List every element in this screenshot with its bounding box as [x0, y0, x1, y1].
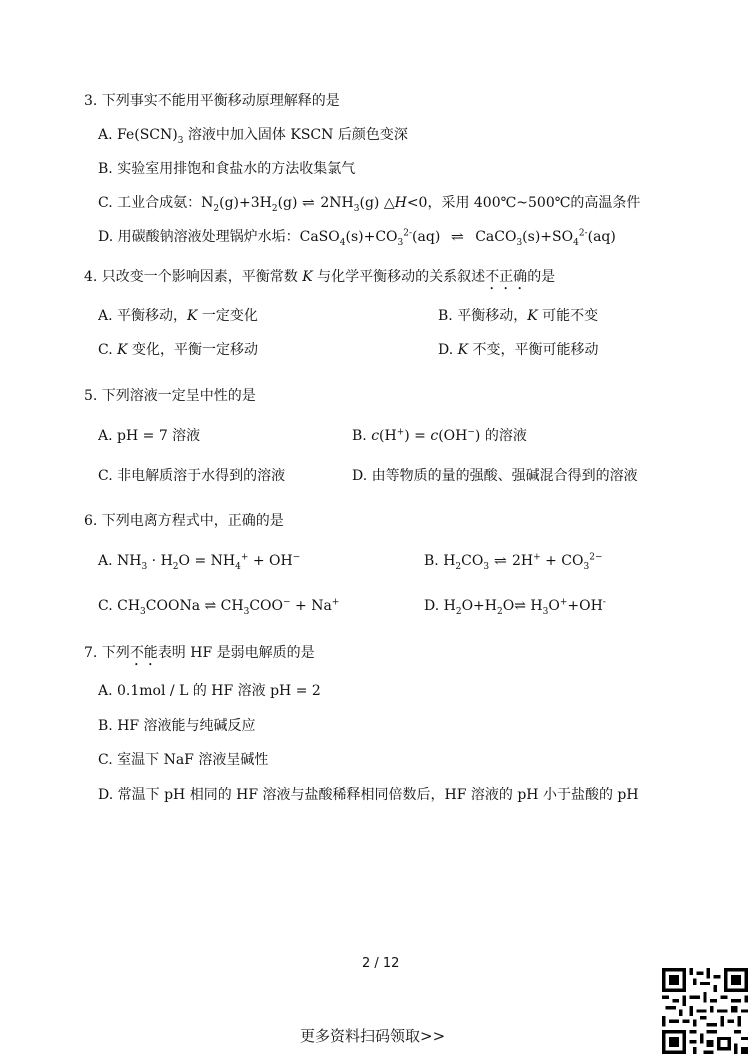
q5-option-c: C. 非电解质溶于水得到的溶液	[98, 468, 286, 484]
q7-option-c: C. 室温下 NaF 溶液呈碱性	[98, 752, 269, 768]
q3-option-b: B. 实验室用排饱和食盐水的方法收集氯气	[98, 161, 356, 177]
q5-option-a: A. pH = 7 溶液	[98, 428, 201, 444]
q5-stem: 5. 下列溶液一定呈中性的是	[84, 388, 256, 404]
q3-option-c: C. 工业合成氨：$N_2(g)+3H_2(g)$ ⇌ $2NH_3(g)$ △H<0，采用 400℃~500℃的高温条件	[98, 195, 641, 214]
q4-option-d: D. K 不变，平衡可能移动	[438, 342, 599, 358]
q4-option-b: B. 平衡移动，K 可能不变	[438, 308, 599, 324]
q6-stem: 6. 下列电离方程式中，正确的是	[84, 513, 284, 529]
q7-option-b: B. HF 溶液能与纯碱反应	[98, 718, 256, 734]
q4-option-a: A. 平衡移动，K 一定变化	[98, 308, 258, 324]
q5-option-b: B. c(H+) = c(OH−) 的溶液	[352, 427, 527, 444]
q5-option-d: D. 由等物质的量的强酸、强碱混合得到的溶液	[352, 468, 638, 484]
q7-stem: 7. 下列不能表明 HF 是弱电解质的是	[84, 645, 315, 661]
page-number: 2 / 12	[362, 956, 400, 971]
q6-option-c: C. $CH_3COONa$ ⇌ $CH_3COO^- + Na^+$	[98, 597, 340, 617]
q3-option-d: D. 用碳酸钠溶液处理锅炉水垢：$CaSO_4(s)+CO_3^{2-}(aq)$ ⇌ $CaCO_3(s)+SO_4^{2-}(aq)$	[98, 228, 616, 248]
q6-option-b: B. $H_2CO_3$ ⇌ $2H^+ + CO_3^{2-}$	[424, 552, 603, 572]
q6-option-a: A. $NH_3 \cdot H_2O = NH_4^+ + OH^-$	[98, 552, 301, 572]
q4-stem: 4. 只改变一个影响因素，平衡常数 K 与化学平衡移动的关系叙述不正确的是	[84, 269, 556, 285]
q4-option-c: C. K 变化，平衡一定移动	[98, 342, 259, 358]
q6-option-d: D. $H_2O+H_2O\rightleftharpoons$ $H_3O^++OH^-$	[424, 597, 606, 617]
q7-option-d: D. 常温下 pH 相同的 HF 溶液与盐酸稀释相同倍数后，HF 溶液的 pH 小于盐酸的 pH	[98, 787, 639, 803]
q3-option-a: A. $Fe(SCN)_3$ 溶液中加入固体 KSCN 后颜色变深	[98, 127, 408, 146]
footer-promo-text[interactable]: 更多资料扫码领取>>	[300, 1027, 446, 1045]
qr-code-icon[interactable]	[662, 968, 748, 1054]
q7-option-a: A. 0.1mol / L 的 HF 溶液 pH = 2	[98, 683, 321, 699]
q3-stem: 3. 下列事实不能用平衡移动原理解释的是	[84, 93, 340, 109]
